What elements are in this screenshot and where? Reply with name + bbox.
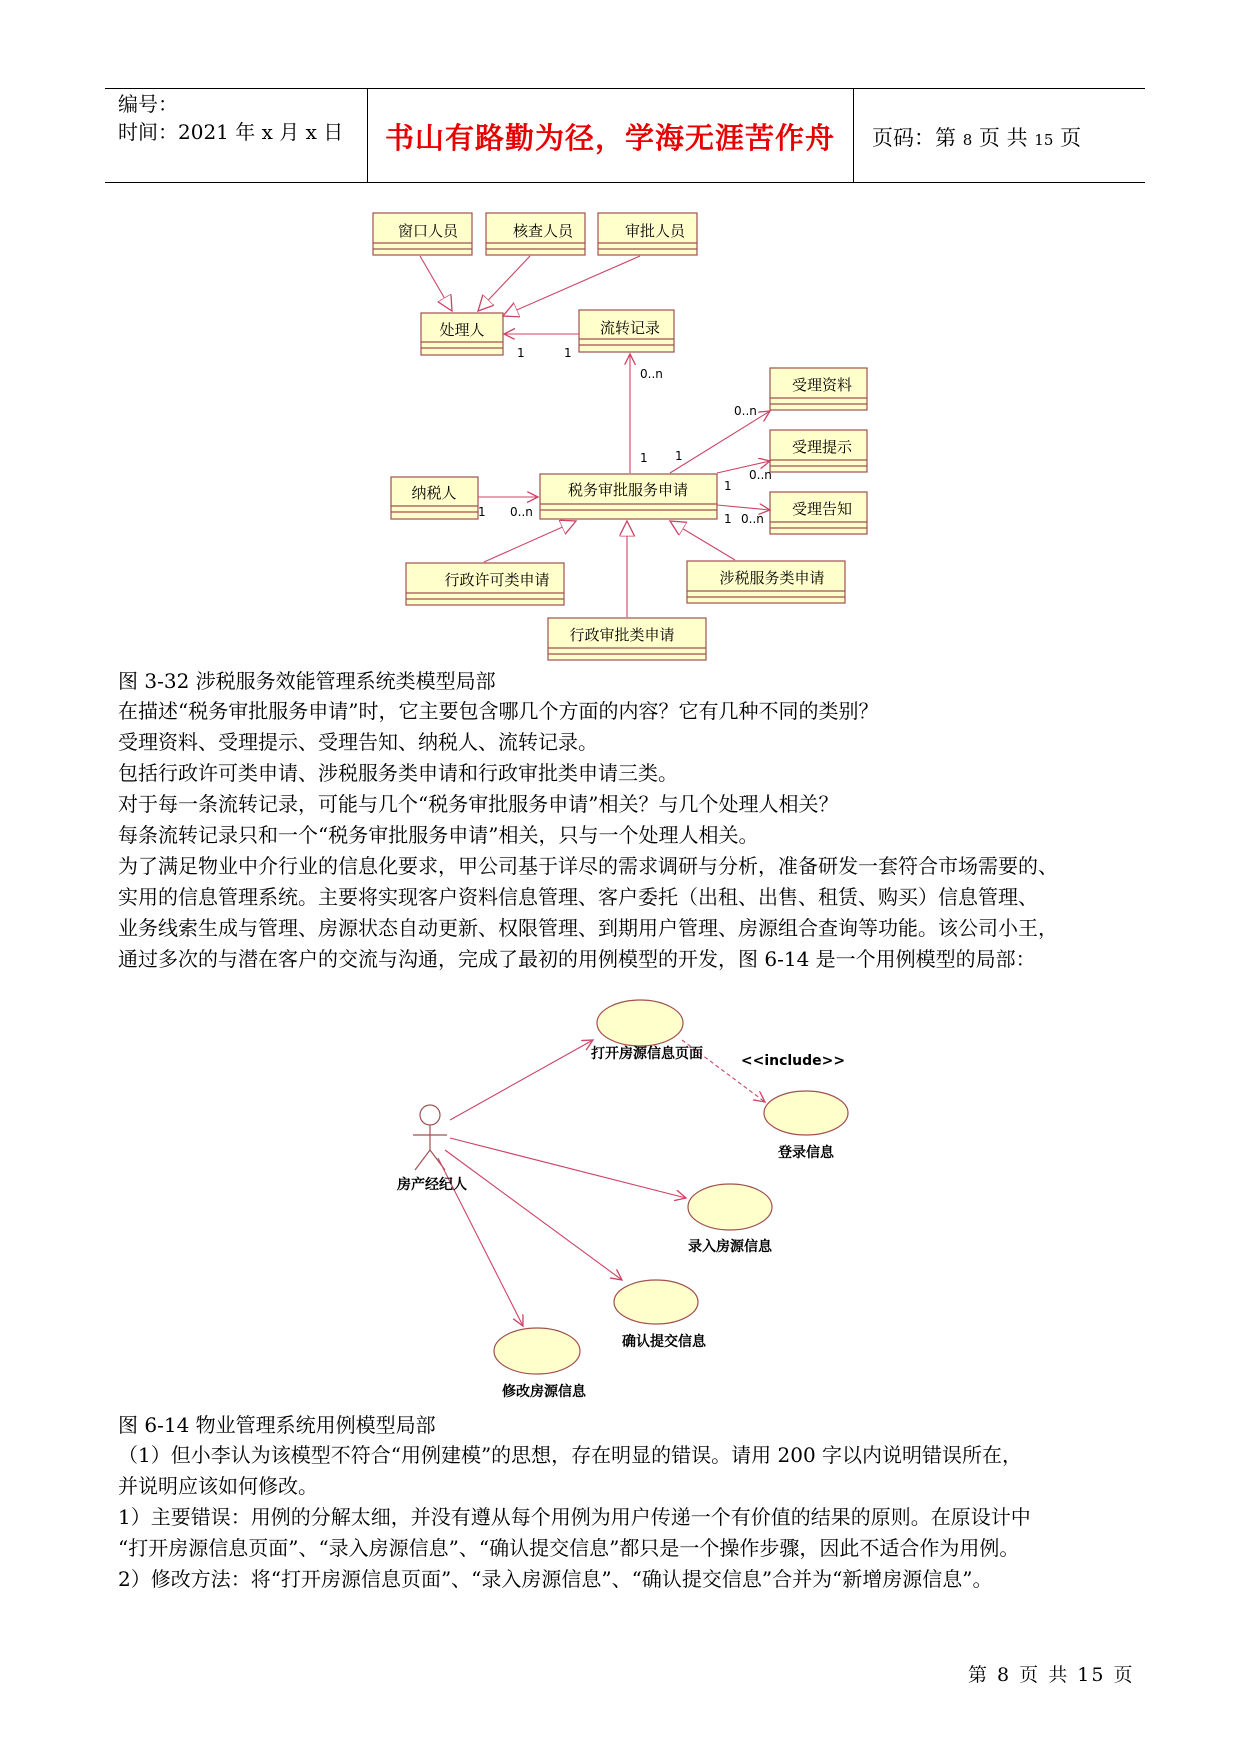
usecase-enter-info <box>688 1184 772 1230</box>
label-login: 登录信息 <box>778 1145 834 1161</box>
paragraph-line: 1）主要错误：用例的分解太细，并没有遵从每个用例为用户传递一个有价值的结果的原则。在原设计中 <box>118 1505 1031 1529</box>
usecase-open-page <box>597 1000 683 1046</box>
paragraph-line: 通过多次的与潜在客户的交流与沟通，完成了最初的用例模型的开发，图 6-14 是一个用例模型的局部： <box>118 947 1036 971</box>
usecase-modify <box>494 1328 580 1374</box>
paragraph-line: 并说明应该如何修改。 <box>118 1474 318 1498</box>
actor-label: 房产经纪人 <box>397 1177 467 1193</box>
mult-tax-1: 1 <box>478 505 486 519</box>
header-divider-1 <box>367 88 368 182</box>
assoc-actor-confirm <box>445 1150 622 1280</box>
generalization-tax-service <box>670 521 735 560</box>
mult-req-notice-1: 1 <box>724 512 732 526</box>
label-admin-approval: 行政审批类申请 <box>569 626 675 644</box>
label-window-staff: 窗口人员 <box>397 222 459 240</box>
actor-figure <box>413 1105 447 1170</box>
page-total: 15 <box>1034 131 1054 149</box>
generalization-admin-license <box>484 521 576 562</box>
paragraph-line: 业务线索生成与管理、房源状态自动更新、权限管理、到期用户管理、房源组合查询等功能。该公司小王， <box>118 916 1058 940</box>
generalization-approver <box>503 256 640 316</box>
mult-notice-0n: 0..n <box>741 512 764 526</box>
time-label: 时间：2021 年 x 月 x 日 <box>118 120 344 144</box>
paragraph-line: 每条流转记录只和一个“税务审批服务申请”相关，只与一个处理人相关。 <box>118 823 759 847</box>
label-tax-service: 涉税服务类申请 <box>719 569 825 587</box>
header-left <box>118 90 343 146</box>
page-suffix: 页 <box>1060 126 1082 150</box>
usecase-confirm <box>614 1280 698 1324</box>
mult-hint-0n: 0..n <box>749 468 772 482</box>
label-handler: 处理人 <box>439 321 485 339</box>
paragraph-line: 2）修改方法：将“打开房源信息页面”、“录入房源信息”、“确认提交信息”合并为“新增房源信息”。 <box>118 1567 993 1591</box>
label-open-page: 打开房源信息页面 <box>591 1046 703 1062</box>
mult-handler-1: 1 <box>517 346 525 360</box>
paragraph-line: “打开房源信息页面”、“录入房源信息”、“确认提交信息”都只是一个操作步骤，因此不适合作为用例。 <box>118 1536 1020 1560</box>
assoc-actor-open <box>450 1040 593 1120</box>
usecase-login <box>764 1091 848 1135</box>
label-accept-materials: 受理资料 <box>791 376 853 394</box>
page-mid: 页 共 <box>978 126 1028 150</box>
class-diagram <box>0 200 1241 670</box>
mult-req-tax-0n: 0..n <box>510 505 533 519</box>
mult-flow-1: 1 <box>564 346 572 360</box>
label-tax-request: 税务审批服务申请 <box>567 481 689 499</box>
paragraph-line: 对于每一条流转记录，可能与几个“税务审批服务申请”相关？与几个处理人相关？ <box>118 792 839 816</box>
mult-req-hint-1: 1 <box>724 479 732 493</box>
caption-fig-3-32: 图 3-32 涉税服务效能管理系统类模型局部 <box>118 669 496 693</box>
paragraph-line: 为了满足物业中介行业的信息化要求，甲公司基于详尽的需求调研与分析，准备研发一套符合市场需要的、 <box>118 854 1058 878</box>
label-confirm: 确认提交信息 <box>622 1334 706 1350</box>
label-include: <<include>> <box>740 1053 846 1069</box>
assoc-request-materials <box>670 411 770 473</box>
mult-req-flow-1: 1 <box>640 451 648 465</box>
header-top-rule <box>105 88 1145 89</box>
page-number: 8 <box>962 131 973 149</box>
mult-flow-0n: 0..n <box>640 367 663 381</box>
paragraph-line: 受理资料、受理提示、受理告知、纳税人、流转记录。 <box>118 730 598 754</box>
number-label: 编号： <box>118 92 178 116</box>
header-page-info <box>872 122 1081 152</box>
page-prefix: 页码：第 <box>872 126 956 150</box>
label-accept-hint: 受理提示 <box>791 438 853 456</box>
label-enter-info: 录入房源信息 <box>688 1239 772 1255</box>
paragraph-line: 在描述“税务审批服务申请”时，它主要包含哪几个方面的内容？它有几种不同的类别？ <box>118 699 879 723</box>
label-checker: 核查人员 <box>512 222 574 240</box>
caption-fig-6-14: 图 6-14 物业管理系统用例模型局部 <box>118 1413 436 1437</box>
mult-mat-0n: 0..n <box>734 404 757 418</box>
label-taxpayer: 纳税人 <box>411 484 457 502</box>
header-motto: 书山有路勤为径，学海无涯苦作舟 <box>384 121 835 155</box>
label-admin-license: 行政许可类申请 <box>444 571 550 589</box>
paragraph-line: （1）但小李认为该模型不符合“用例建模”的思想，存在明显的错误。请用 200 字以内说明错误所在， <box>118 1443 1023 1467</box>
label-accept-notice: 受理告知 <box>791 500 853 518</box>
paragraph-line: 实用的信息管理系统。主要将实现客户资料信息管理、客户委托（出租、出售、租赁、购买）信息管理、 <box>118 885 1038 909</box>
label-flow-record: 流转记录 <box>599 319 661 337</box>
assoc-actor-enter <box>450 1138 686 1198</box>
header-divider-2 <box>853 88 854 182</box>
generalization-checker <box>478 256 530 311</box>
generalization-window <box>420 256 452 311</box>
label-modify: 修改房源信息 <box>502 1384 586 1400</box>
mult-req-mat-1: 1 <box>675 449 683 463</box>
paragraph-line: 包括行政许可类申请、涉税服务类申请和行政审批类申请三类。 <box>118 761 678 785</box>
label-approver: 审批人员 <box>624 222 686 240</box>
page-footer: 第 8 页 共 15 页 <box>968 1664 1135 1686</box>
header-bottom-rule <box>105 182 1145 183</box>
usecase-diagram <box>0 985 1241 1405</box>
assoc-request-notice <box>717 505 770 510</box>
